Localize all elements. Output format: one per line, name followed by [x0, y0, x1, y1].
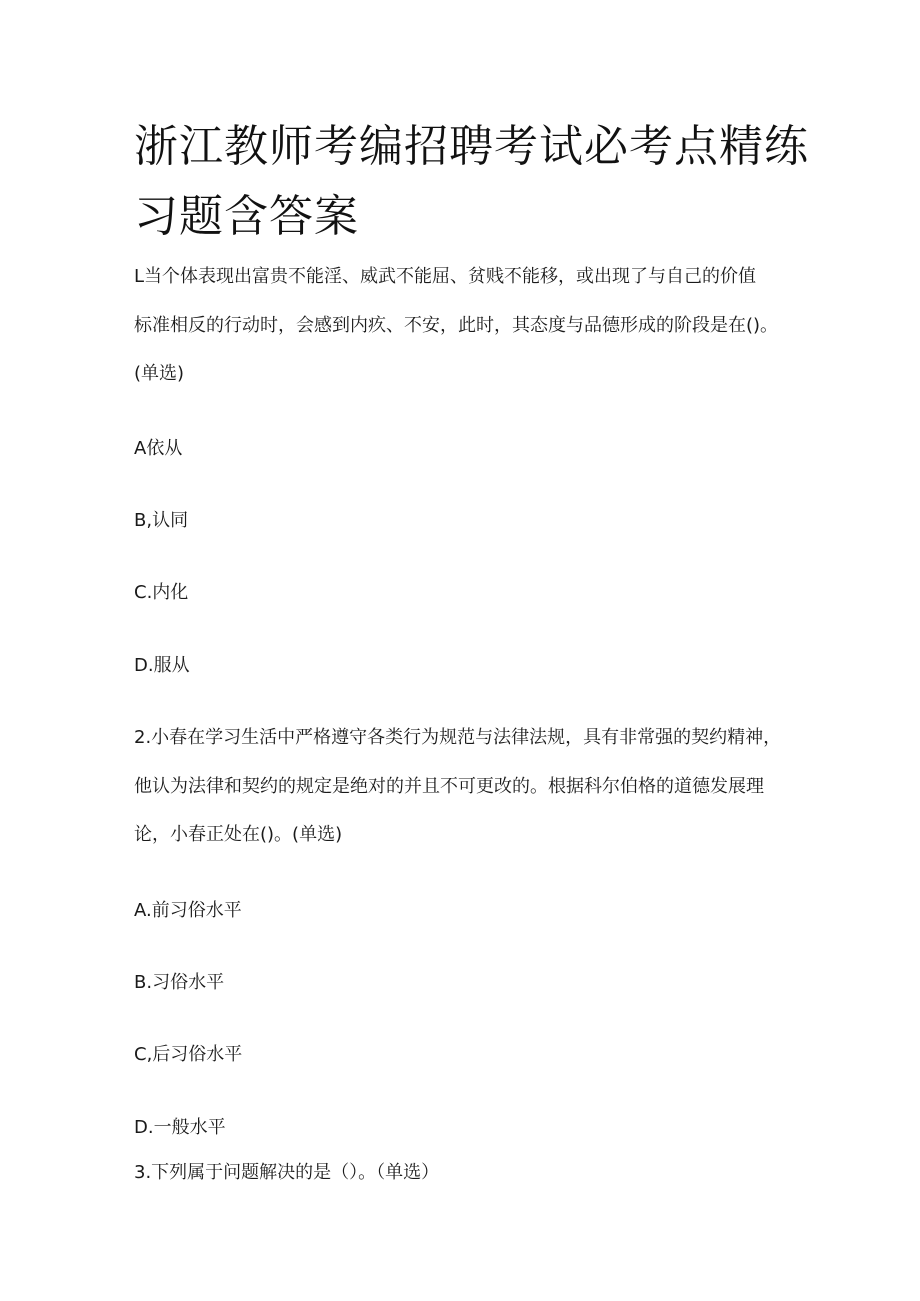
- q1-option-c: C.内化: [134, 582, 189, 603]
- title-line-1: 浙江教师考编招聘考试必考点精练: [134, 121, 809, 172]
- q2-option-a: A.前习俗水平: [134, 900, 242, 921]
- q2-stem-line-2: 他认为法律和契约的规定是绝对的并且不可更改的。根据科尔伯格的道德发展理: [134, 776, 764, 797]
- q1-stem-line-2: 标准相反的行动时，会感到内疚、不安，此时，其态度与品德形成的阶段是在()。: [134, 315, 779, 336]
- q2-option-b: B.习俗水平: [134, 972, 225, 993]
- document-title: [134, 112, 814, 252]
- q3-stem-line-1: 3.下列属于问题解决的是（）。（单选）: [134, 1162, 440, 1183]
- q2-stem-line-3: 论，小春正处在()。(单选): [134, 824, 343, 845]
- q1-option-b: B,认同: [134, 510, 189, 531]
- q2-option-c: C,后习俗水平: [134, 1044, 243, 1065]
- q1-option-a: A依从: [134, 438, 183, 459]
- q1-stem-line-3: (单选): [134, 363, 185, 384]
- q2-stem-line-1: 2.小春在学习生活中严格遵守各类行为规范与法律法规，具有非常强的契约精神，: [134, 727, 782, 748]
- q1-stem-line-1: L当个体表现出富贵不能淫、威武不能屈、贫贱不能移，或出现了与自己的价值: [134, 266, 757, 287]
- q2-option-d: D.一般水平: [134, 1117, 226, 1138]
- title-line-2: 习题含答案: [134, 191, 359, 242]
- q1-option-d: D.服从: [134, 655, 190, 676]
